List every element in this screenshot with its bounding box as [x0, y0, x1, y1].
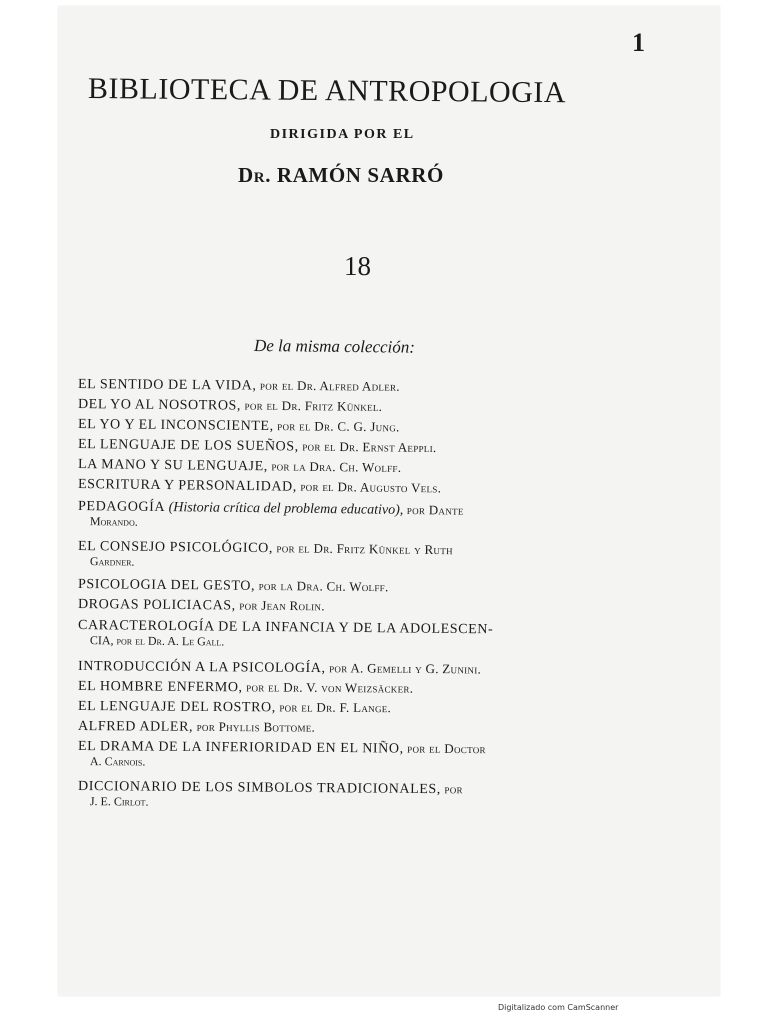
entry-author: por Phyllis Bottome.	[196, 718, 316, 735]
entry-author: por el Doctor	[407, 740, 486, 757]
entry-author: por el Dr. Fritz Künkel y Ruth	[276, 540, 453, 558]
list-item	[78, 436, 437, 457]
entry-title: EL HOMBRE ENFERMO,	[77, 679, 243, 696]
page-mark: 1	[632, 28, 645, 57]
scanned-page	[58, 6, 720, 996]
entry-author: por el Dr. Ernst Aeppli.	[302, 438, 437, 456]
entry-title: DROGAS POLICIACAS,	[77, 597, 236, 614]
entry-continuation: A. Carnois.	[89, 754, 146, 769]
list-item	[78, 376, 400, 396]
list-item	[78, 698, 391, 717]
entry-author: por el Dr. Alfred Adler.	[259, 377, 400, 394]
entry-author: por A. Gemelli y G. Zunini.	[329, 660, 482, 677]
entry-author: por la Dra. Ch. Wolff.	[258, 577, 389, 595]
scanner-watermark: Digitalizado com CamScanner	[498, 1003, 619, 1012]
list-item	[78, 596, 325, 615]
entry-continuation: Gardner.	[89, 554, 135, 569]
volume-number: 18	[344, 251, 371, 281]
entry-author: por el Dr. C. G. Jung.	[277, 418, 400, 435]
list-item	[78, 498, 464, 532]
entry-title: EL SENTIDO DE LA VIDA,	[77, 377, 257, 394]
entry-continuation: Morando.	[89, 514, 138, 529]
entry-title: PEDAGOGÍA	[77, 499, 166, 516]
collection-heading: De la misma colección:	[253, 336, 416, 357]
entry-author: por el Dr. V. von Weizsäcker.	[246, 679, 414, 696]
series-title: BIBLIOTECA DE ANTROPOLOGIA	[87, 72, 567, 110]
entry-title: DICCIONARIO DE LOS SIMBOLOS TRADICIONALES,	[77, 779, 442, 798]
entry-title: EL CONSEJO PSICOLÓGICO,	[77, 539, 274, 557]
entry-continuation: J. E. Cirlot.	[89, 794, 149, 809]
entry-author: por el Dr. Fritz Künkel.	[244, 397, 383, 414]
list-item	[78, 476, 441, 497]
entry-author: por Jean Rolin.	[239, 597, 325, 614]
entry-continuation: CIA, por el Dr. A. Le Gall.	[89, 633, 225, 649]
entry-title: EL LENGUAJE DE LOS SUEÑOS,	[77, 437, 299, 455]
list-item	[78, 396, 382, 416]
entry-title: EL LENGUAJE DEL ROSTRO,	[77, 699, 276, 716]
entry-author: por el Dr. Augusto Vels.	[300, 478, 442, 496]
entry-author: por Dante	[406, 502, 464, 518]
entry-title: LA MANO Y SU LENGUAJE,	[77, 457, 268, 475]
entry-author: por la Dra. Ch. Wolff.	[271, 458, 402, 475]
entry-author: por	[444, 781, 463, 797]
series-director: Dr. RAMÓN SARRÓ	[238, 163, 444, 187]
list-item	[78, 416, 400, 436]
list-item	[78, 618, 494, 650]
series-subtitle: DIRIGIDA POR EL	[270, 127, 415, 142]
list-item	[78, 538, 453, 571]
list-item	[78, 576, 389, 596]
entry-subtitle: (Historia crítica del problema educativo),	[168, 500, 404, 518]
entry-title: INTRODUCCIÓN A LA PSICOLOGÍA,	[77, 659, 326, 677]
list-item	[78, 778, 463, 810]
list-item	[78, 456, 402, 477]
entry-title: DEL YO AL NOSOTROS,	[77, 397, 242, 414]
entry-author: por el Dr. F. Lange.	[279, 699, 392, 716]
entry-title: PSICOLOGIA DEL GESTO,	[77, 577, 256, 594]
entry-title: CARACTEROLOGÍA DE LA INFANCIA Y DE LA ADOLESCEN-	[77, 618, 494, 638]
entry-title: ALFRED ADLER,	[77, 719, 194, 735]
entry-title: ESCRITURA Y PERSONALIDAD,	[77, 477, 298, 495]
list-item	[78, 738, 486, 770]
list-item	[78, 718, 315, 737]
entry-title: EL DRAMA DE LA INFERIORIDAD EN EL NIÑO,	[77, 739, 404, 757]
list-item	[78, 658, 481, 679]
entry-title: EL YO Y EL INCONSCIENTE,	[77, 417, 274, 435]
list-item	[78, 678, 413, 698]
